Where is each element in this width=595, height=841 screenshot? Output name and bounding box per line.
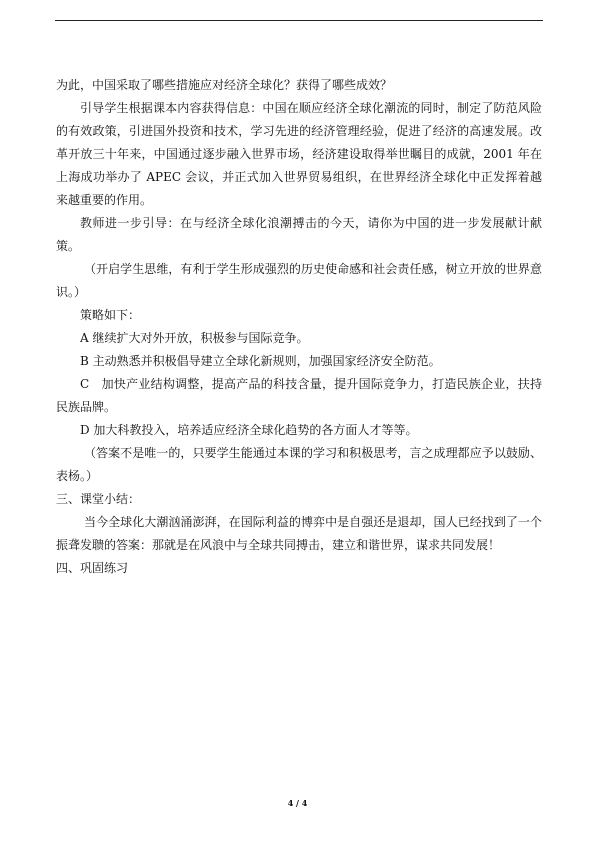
- strategy-item-b: B 主动熟悉并积极倡导建立全球化新规则，加强国家经济安全防范。: [80, 354, 441, 368]
- teacher-prompt-paragraph: 教师进一步引导：在与经济全球化浪潮搏击的今天，请你为中国的进一步发展献计献策。: [56, 216, 542, 253]
- answer-note-paragraph: （答案不是唯一的，只要学生能通过本课的学习和积极思考，言之成理都应予以鼓励、表杨。）: [56, 446, 542, 483]
- page-number: 4 / 4: [287, 798, 308, 808]
- question-line: 为此，中国采取了哪些措施应对经济全球化？获得了哪些成效？: [56, 78, 393, 92]
- strategy-item-c: C 加快产业结构调整，提高产品的科技含量，提升国际竞争力，打造民族企业，扶持民族品牌。: [56, 377, 542, 414]
- section-heading-summary: 三、课堂小结：: [56, 492, 141, 506]
- section-heading-practice: 四、巩固练习: [56, 561, 129, 575]
- strategy-item-d: D 加大科教投入，培养适应经济全球化趋势的各方面人才等等。: [80, 423, 418, 437]
- summary-paragraph: 当今全球化大潮汹涌澎湃，在国际利益的博弈中是自强还是退却，国人已经找到了一个振聋发聩的答案：那就是在风浪中与全球共同搏击，建立和谐世界，谋求共同发展！: [56, 515, 542, 552]
- thinking-note-paragraph: （开启学生思维，有利于学生形成强烈的历史使命感和社会责任感，树立开放的世界意识。）: [56, 262, 542, 299]
- document-body: [56, 74, 542, 580]
- strategy-heading: 策略如下：: [80, 308, 141, 322]
- guidance-paragraph: 引导学生根据课本内容获得信息：中国在顺应经济全球化潮流的同时，制定了防范风险的有效政策，引进国外投资和技术，学习先进的经济管理经验，促进了经济的高速发展。改革开放三十年来，中国通过逐步融入世界市场，经济建设取得举世瞩目的成就，2001 年在上海成功举办了 APEC 会议，并正式加入世界贸易组织，在世界经济全球化中正发挥着越来越重要的作用。: [56, 101, 542, 207]
- strategy-item-a: A 继续扩大对外开放，积极参与国际竞争。: [80, 331, 309, 345]
- header-rule: [55, 20, 543, 21]
